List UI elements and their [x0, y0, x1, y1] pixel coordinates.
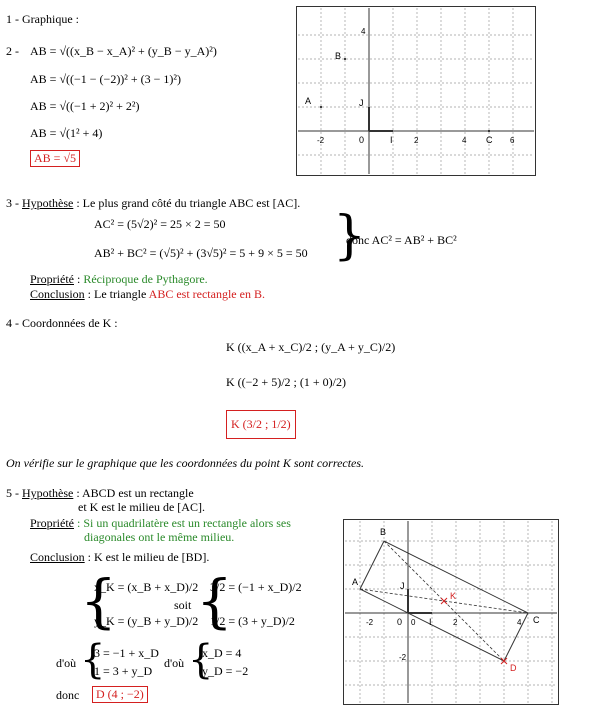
g2-tick-x4: 4 — [517, 618, 522, 627]
s4-result: K (3/2 ; 1/2) — [226, 410, 296, 439]
g1-tick-J: J — [359, 98, 364, 108]
s5-brace-3: { — [80, 637, 106, 683]
g2-tick-I: I — [429, 617, 432, 627]
g2-tick-J: J — [400, 581, 405, 591]
g1-origin: 0 — [359, 135, 365, 145]
s5-sys1-a: x_K = (x_B + x_D)/2 — [94, 580, 199, 594]
s5-dou-1: d'où — [56, 656, 77, 670]
s3-conclusion-eq: donc AC² = AB² + BC² — [346, 233, 457, 247]
s2-line-3: AB = √((−1 + 2)² + 2²) — [30, 99, 140, 113]
s5-sys3-a: 3 = −1 + x_D — [94, 646, 159, 660]
s2-line-2: AB = √((−1 − (−2))² + (3 − 1)²) — [30, 72, 182, 86]
s5-sys4-b: y_D = −2 — [202, 664, 249, 678]
g2-tick-x2: 2 — [453, 618, 458, 627]
graph-2 — [343, 519, 559, 705]
s5-brace-2: { — [196, 567, 233, 635]
s4-eq-2: K ((−2 + 5)/2 ; (1 + 0)/2) — [226, 375, 346, 389]
g1-point-B: B — [335, 51, 342, 61]
s5-hyp-line-2: et K est le milieu de [AC]. — [78, 500, 205, 514]
s3-eq-2: AB² + BC² = (√5)² + (3√5)² = 5 + 9 × 5 = 50 — [94, 246, 308, 260]
g2-point-K: K — [450, 591, 457, 601]
g2-tick-ym2: -2 — [399, 653, 407, 662]
s4-eq-1: K ((x_A + x_C)/2 ; (y_A + y_C)/2) — [226, 340, 396, 354]
s5-prop-line-2: diagonales ont le même milieu. — [84, 530, 235, 544]
g1-tick-x6: 6 — [510, 136, 515, 145]
s5-sys4-a: x_D = 4 — [202, 646, 242, 660]
s5-result: D (4 ; −2) — [92, 686, 148, 703]
g2-point-A: A — [352, 577, 359, 587]
s5-hypothese: 5 - Hypothèse : ABCD est un rectangle — [6, 486, 194, 500]
s5-sys3-b: 1 = 3 + y_D — [94, 664, 153, 678]
s5-propriete: Propriété : Si un quadrilatère est un rectangle alors ses — [30, 516, 291, 530]
section-2-number: 2 - — [6, 44, 19, 58]
g1-point-A: A — [305, 96, 312, 106]
s5-dou-2: d'où — [164, 656, 185, 670]
g2-origin-a: 0 — [397, 617, 403, 627]
graph-1 — [296, 6, 536, 176]
s3-brace: } — [333, 206, 367, 266]
g1-tick-C: C — [486, 135, 493, 145]
g1-tick-xm2: -2 — [317, 136, 325, 145]
g1-tick-x4: 4 — [462, 136, 467, 145]
section-1-title: 1 - Graphique : — [6, 12, 79, 26]
g2-point-D: D — [510, 663, 517, 673]
g1-tick-x2: 2 — [414, 136, 419, 145]
s5-sys2-b: 1/2 = (3 + y_D)/2 — [210, 614, 295, 628]
s5-donc: donc — [56, 688, 80, 702]
s4-title: 4 - Coordonnées de K : — [6, 316, 118, 330]
s4-note: On vérifie sur le graphique que les coordonnées du point K sont correctes. — [6, 456, 365, 470]
g1-tick-y4: 4 — [361, 27, 366, 36]
g2-origin-b: 0 — [411, 618, 416, 627]
s2-line-4: AB = √(1² + 4) — [30, 126, 103, 140]
g1-tick-I: I — [390, 135, 393, 145]
s3-heading: 3 - Hypothèse : Le plus grand côté du triangle ABC est [AC]. — [6, 196, 301, 210]
s2-line-1: AB = √((x_B − x_A)² + (y_B − y_A)²) — [30, 44, 217, 58]
s3-eq-1: AC² = (5√2)² = 25 × 2 = 50 — [94, 217, 226, 231]
g2-tick-xm2: -2 — [366, 618, 374, 627]
s5-soit: soit — [174, 598, 192, 612]
s3-conclusion: Conclusion : Le triangle ABC est rectangle en B. — [30, 287, 265, 301]
s5-sys2-a: 3/2 = (−1 + x_D)/2 — [210, 580, 302, 594]
s5-brace-1: { — [80, 567, 117, 635]
s2-result: AB = √5 — [30, 150, 80, 167]
s3-propriete: Propriété : Réciproque de Pythagore. — [30, 272, 208, 286]
s5-brace-4: { — [188, 637, 214, 683]
s5-sys1-b: y_K = (y_B + y_D)/2 — [94, 614, 199, 628]
s5-conclusion: Conclusion : K est le milieu de [BD]. — [30, 550, 210, 564]
g2-point-C: C — [533, 615, 540, 625]
g2-point-B: B — [380, 527, 387, 537]
